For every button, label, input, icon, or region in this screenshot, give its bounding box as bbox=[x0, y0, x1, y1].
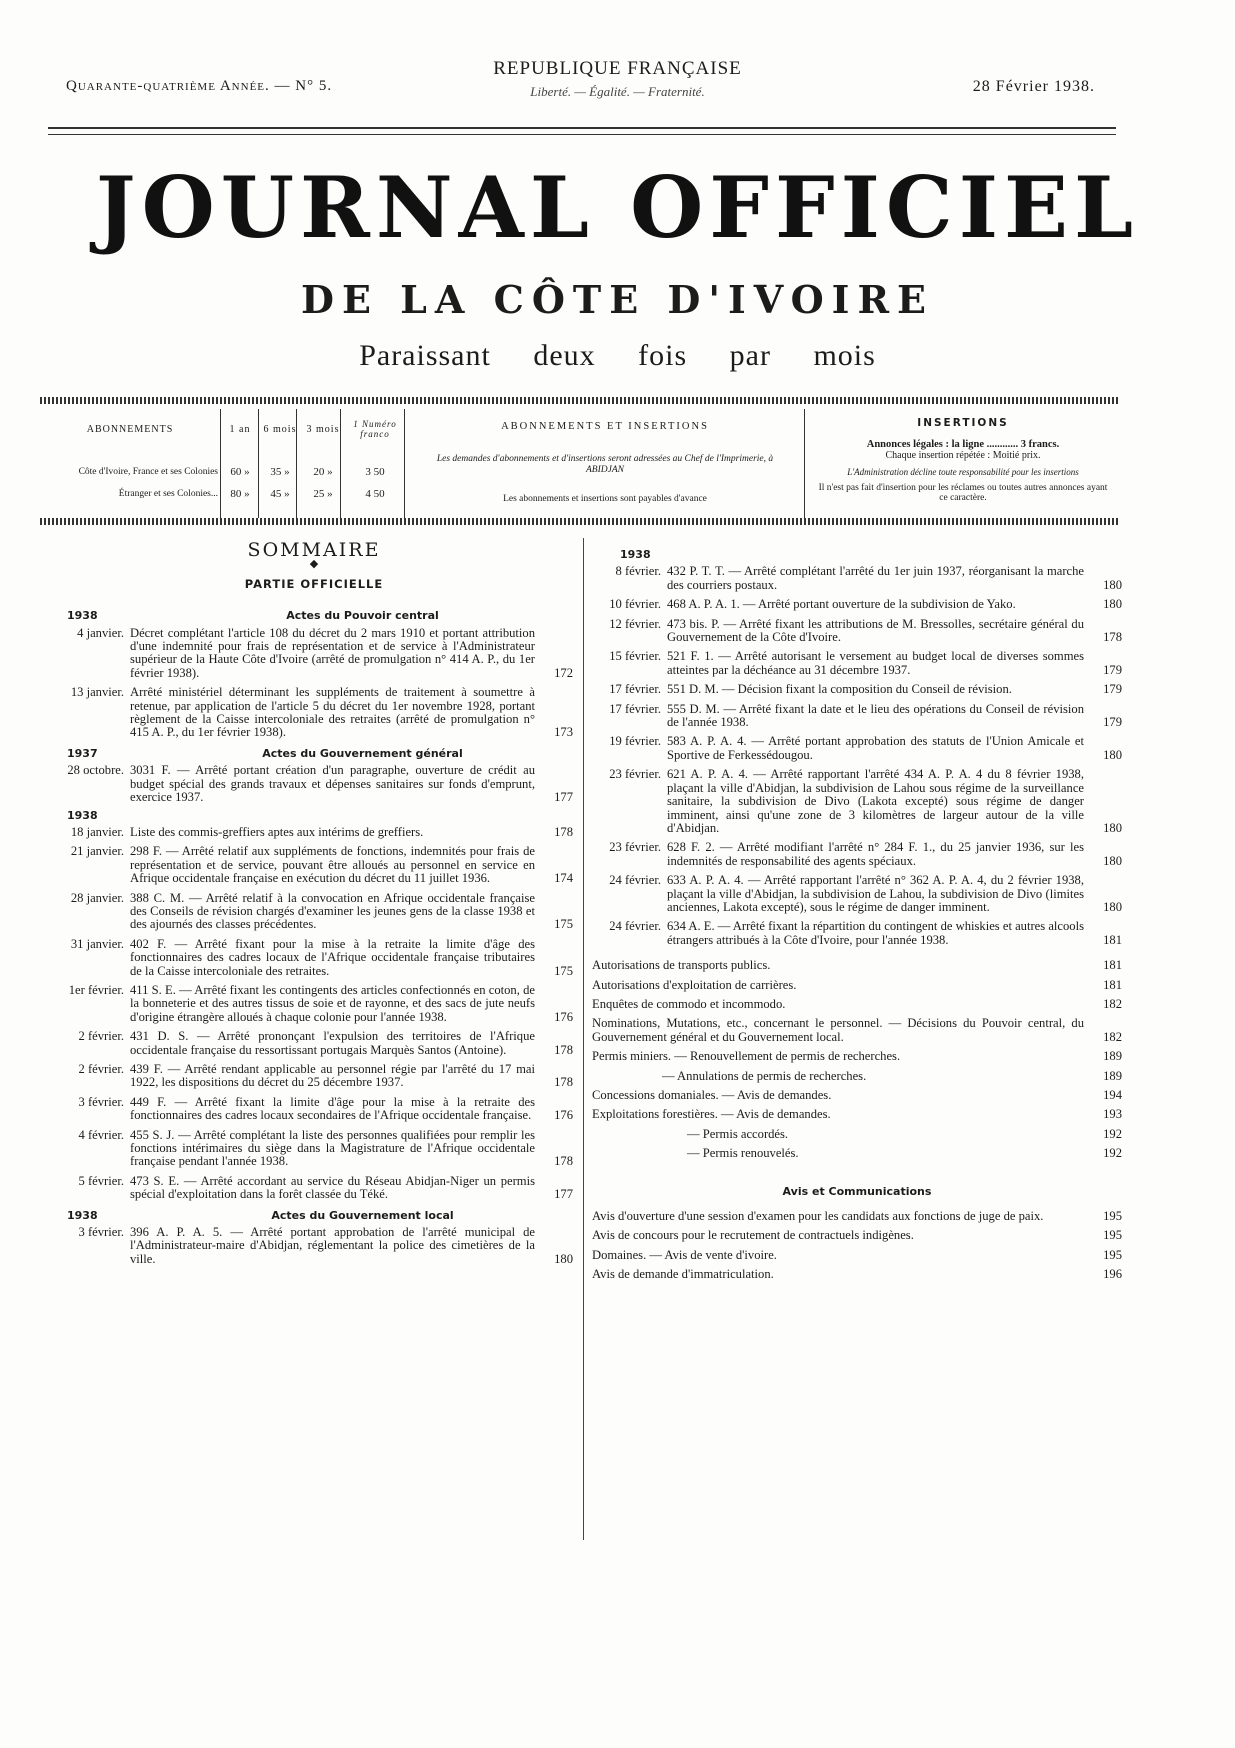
misc-entry bbox=[592, 998, 1122, 1011]
entry-page: 180 bbox=[1103, 853, 1122, 868]
subs-val: 3 50 bbox=[365, 466, 385, 478]
sommaire-entry bbox=[592, 841, 1122, 868]
hatch-rule-top bbox=[40, 397, 1120, 404]
column-divider bbox=[583, 538, 584, 1540]
entry-date: 21 janvier. bbox=[70, 844, 124, 859]
insertions-box bbox=[806, 409, 1120, 503]
entry-date: 8 février. bbox=[615, 564, 661, 579]
avis-entry bbox=[592, 1210, 1122, 1223]
entry-page: 182 bbox=[1103, 1029, 1122, 1044]
misc-entry bbox=[592, 1070, 1122, 1083]
subs-val: 25 » bbox=[313, 488, 333, 500]
entry-page: 172 bbox=[554, 665, 573, 680]
diamond-ornament: ◆ bbox=[309, 558, 319, 571]
subs-val: 4 50 bbox=[365, 488, 385, 500]
entry-page: 178 bbox=[554, 1075, 573, 1090]
entry-page: 178 bbox=[554, 824, 573, 839]
partie-officielle-heading: PARTIE OFFICIELLE bbox=[244, 576, 384, 591]
entry-page: 192 bbox=[1103, 1146, 1122, 1161]
sommaire-entry bbox=[592, 683, 1122, 696]
entry-page: 193 bbox=[1103, 1107, 1122, 1122]
entry-date: 28 octobre. bbox=[67, 763, 124, 778]
group-title: Actes du Gouvernement local bbox=[271, 1208, 454, 1222]
entry-page: 192 bbox=[1103, 1126, 1122, 1141]
sommaire-title: SOMMAIRE bbox=[247, 539, 381, 561]
entry-text: 583 A. P. A. 4. — Arrêté portant approbation des statuts de l'Union Amicale et Sportive de Ferkessédougou. bbox=[667, 734, 1084, 762]
entry-text: Autorisations d'exploitation de carrières. bbox=[592, 977, 797, 992]
avis-entry bbox=[592, 1268, 1122, 1281]
entry-date: 23 février. bbox=[609, 767, 661, 782]
sommaire-entry bbox=[55, 938, 573, 978]
sommaire-entry bbox=[592, 703, 1122, 730]
sommaire-entry bbox=[592, 650, 1122, 677]
entry-page: 196 bbox=[1103, 1267, 1122, 1282]
sommaire-entry bbox=[55, 764, 573, 804]
ins-line-2: Chaque insertion répétée : Moitié prix. bbox=[885, 450, 1041, 461]
subs-col-1: 1 an bbox=[229, 423, 251, 435]
entry-date: 17 février. bbox=[609, 701, 661, 716]
entry-page: 179 bbox=[1103, 682, 1122, 697]
entry-text: 396 A. P. A. 5. — Arrêté portant approbation de l'arrêté municipal de l'Administrateur-maire d'Abidjan, réglementant la police des cimetières de la ville. bbox=[130, 1225, 535, 1266]
entry-text: 439 F. — Arrêté rendant applicable au personnel régie par l'arrêté du 17 mai 1922, les dispositions du décret du 25 décembre 1937. bbox=[130, 1062, 535, 1090]
entry-text: 633 A. P. A. 4. — Arrêté rapportant l'arrêté n° 362 A. P. A. 4, du 2 février 1938, plaçant la ville d'Abidjan, la subdivision de Lahou, la subdivision de Divo (limites anciennes, Lakota excepté), sous le régime de danger imminent. bbox=[667, 873, 1084, 914]
misc-entry bbox=[592, 1089, 1122, 1102]
subscription-table bbox=[40, 409, 404, 505]
entry-text: Exploitations forestières. — Avis de demandes. bbox=[592, 1107, 831, 1122]
entry-page: 177 bbox=[554, 790, 573, 805]
subs-row bbox=[40, 483, 404, 505]
entry-text: 431 D. S. — Arrêté prononçant l'expulsion des territoires de l'Afrique occidentale française du ressortissant portugais Marquès Santos (Antoine). bbox=[130, 1029, 535, 1057]
divider bbox=[220, 409, 221, 518]
entry-page: 181 bbox=[1103, 958, 1122, 973]
subs-val: 60 » bbox=[230, 466, 250, 478]
entry-page: 178 bbox=[554, 1154, 573, 1169]
divider bbox=[258, 409, 259, 518]
subs-row-label: Étranger et ses Colonies... bbox=[118, 489, 218, 499]
entry-text: Liste des commis-greffiers aptes aux intérims de greffiers. bbox=[130, 824, 424, 839]
entry-page: 181 bbox=[1103, 977, 1122, 992]
subs-val: 45 » bbox=[270, 488, 290, 500]
entry-text: 411 S. E. — Arrêté fixant les contingents des articles confectionnés en coton, de la bonneterie et des autres tissus de soie et de rayonne, et des sacs de jute neufs d'origine étrangère alloués à chaque colonie pour l'année 1938. bbox=[130, 982, 535, 1024]
entry-date: 31 janvier. bbox=[70, 936, 124, 951]
entry-page: 174 bbox=[554, 871, 573, 886]
group-year: 1938 bbox=[67, 1208, 98, 1222]
sommaire-entry bbox=[592, 598, 1122, 611]
entry-page: 180 bbox=[1103, 820, 1122, 835]
ins-line-1: Annonces légales : la ligne ............ 3 francs. bbox=[866, 439, 1060, 450]
entry-page: 180 bbox=[1103, 597, 1122, 612]
entry-page: 194 bbox=[1103, 1088, 1122, 1102]
entry-text: 551 D. M. — Décision fixant la composition du Conseil de révision. bbox=[667, 682, 1012, 697]
sommaire-entry bbox=[55, 1175, 573, 1202]
journal-title: JOURNAL OFFICIEL bbox=[95, 158, 1140, 257]
misc-entry bbox=[592, 1147, 1122, 1160]
subs-row bbox=[40, 449, 404, 483]
entry-page: 195 bbox=[1103, 1209, 1122, 1224]
misc-entry bbox=[592, 979, 1122, 992]
group-year: 1938 bbox=[67, 609, 98, 623]
entry-text: 298 F. — Arrêté relatif aux suppléments de fonctions, indemnités pour frais de représentation et de service, pouvant être alloués au personnel en service en Afrique occidentale française en exécution du décret du 11 juillet 1936. bbox=[130, 844, 535, 886]
entry-page: 180 bbox=[1103, 577, 1122, 592]
entry-text: 473 bis. P. — Arrêté fixant les attributions de M. Bressolles, secrétaire général du Gouvernement de la Côte d'Ivoire. bbox=[667, 616, 1084, 645]
sommaire-entry bbox=[55, 627, 573, 681]
entry-page: 179 bbox=[1103, 715, 1122, 730]
entry-page: 176 bbox=[554, 1108, 573, 1123]
misc-entry bbox=[592, 1108, 1122, 1121]
entry-date: 17 février. bbox=[609, 682, 661, 697]
entry-page: 180 bbox=[1103, 899, 1122, 914]
sommaire-entry bbox=[592, 768, 1122, 835]
entry-text: 473 S. E. — Arrêté accordant au service du Réseau Abidjan-Niger un permis spécial d'exploitation dans la forêt classée du Téké. bbox=[130, 1173, 535, 1202]
journal-subtitle: DE LA CÔTE D'IVOIRE bbox=[301, 277, 934, 322]
entry-page: 179 bbox=[1103, 662, 1122, 677]
entry-page: 176 bbox=[554, 1009, 573, 1024]
avis-entry bbox=[592, 1249, 1122, 1262]
entry-page: 175 bbox=[554, 963, 573, 978]
entry-text: Permis miniers. — Renouvellement de permis de recherches. bbox=[592, 1049, 901, 1064]
misc-entry bbox=[592, 1017, 1122, 1044]
journal-tagline: Paraissant deux fois par mois bbox=[359, 339, 876, 372]
sommaire-entry bbox=[592, 735, 1122, 762]
subs-col-2: 6 mois bbox=[263, 423, 297, 435]
misc-entry bbox=[592, 959, 1122, 972]
sommaire-entry bbox=[592, 618, 1122, 645]
entry-date: 28 janvier. bbox=[70, 890, 124, 905]
subs-val: 35 » bbox=[270, 466, 290, 478]
subs-mid-box bbox=[407, 409, 803, 504]
entry-page: 180 bbox=[1103, 747, 1122, 762]
entry-date: 24 février. bbox=[609, 919, 661, 934]
entry-date: 3 février. bbox=[78, 1225, 124, 1240]
entry-text: Avis de demande d'immatriculation. bbox=[592, 1267, 774, 1282]
entry-text: 628 F. 2. — Arrêté modifiant l'arrêté n° 284 F. 1., du 25 janvier 1936, sur les indemnités de responsabilité des agents spéciaux. bbox=[667, 840, 1084, 868]
entry-page: 195 bbox=[1103, 1228, 1122, 1243]
misc-entry bbox=[592, 1050, 1122, 1063]
entry-text: 449 F. — Arrêté fixant la limite d'âge pour la mise à la retraite des fonctionnaires des cadres locaux secondaires de l'Afrique occidentale française. bbox=[130, 1094, 535, 1123]
entry-date: 5 février. bbox=[78, 1173, 124, 1188]
entry-date: 1er février. bbox=[68, 982, 124, 997]
mid-heading: ABONNEMENTS ET INSERTIONS bbox=[501, 421, 709, 432]
group-title: Actes du Gouvernement général bbox=[262, 746, 463, 760]
subs-heading: ABONNEMENTS bbox=[86, 423, 174, 435]
entry-text: 521 F. 1. — Arrêté autorisant le versement au budget local de diverses sommes atteintes par la déchéance au 31 décembre 1937. bbox=[667, 649, 1084, 677]
sommaire-entry bbox=[55, 826, 573, 839]
group-heading bbox=[55, 747, 573, 760]
entry-text: Décret complétant l'article 108 du décret du 2 mars 1910 et portant attribution d'une indemnité pour frais de représentation et de service à l'Administrateur supérieur de la Haute Côte d'Ivoire (arrêté de promulgation n° 414 A. P., du 1er février 1938). bbox=[130, 625, 535, 680]
sommaire-entry bbox=[55, 892, 573, 932]
entry-date: 2 février. bbox=[78, 1062, 124, 1076]
entry-date: 12 février. bbox=[609, 616, 661, 631]
entry-text: — Permis accordés. bbox=[687, 1126, 789, 1141]
group-year: 1938 bbox=[67, 808, 98, 822]
misc-entry bbox=[592, 1128, 1122, 1141]
entry-text: Nominations, Mutations, etc., concernant le personnel. — Décisions du Pouvoir central, du Gouvernement général et du Gouvernement local. bbox=[592, 1016, 1084, 1044]
divider bbox=[296, 409, 297, 518]
sommaire-entry bbox=[55, 984, 573, 1024]
entry-text: Avis d'ouverture d'une session d'examen pour les candidats aux fonctions de juge de paix. bbox=[592, 1209, 1044, 1224]
entry-text: Enquêtes de commodo et incommodo. bbox=[592, 996, 786, 1011]
entry-text: 468 A. P. A. 1. — Arrêté portant ouverture de la subdivision de Yako. bbox=[667, 597, 1016, 612]
entry-text: 432 P. T. T. — Arrêté complétant l'arrêté du 1er juin 1937, réorganisant la marche des courriers postaux. bbox=[667, 564, 1084, 592]
sommaire-entry bbox=[592, 874, 1122, 914]
entry-date: 3 février. bbox=[78, 1094, 124, 1109]
divider bbox=[404, 409, 405, 518]
sommaire-entry bbox=[55, 1129, 573, 1169]
avis-heading: Avis et Communications bbox=[782, 1184, 932, 1198]
entry-date: 18 janvier. bbox=[70, 824, 124, 839]
entry-date: 10 février. bbox=[609, 597, 661, 612]
subs-col-3: 3 mois bbox=[306, 423, 340, 435]
entry-text: 388 C. M. — Arrêté relatif à la convocation en Afrique occidentale française des Conseils de révision chargés d'examiner les jeunes gens de la classe 1938 et des ajournés des classes précédentes. bbox=[130, 890, 535, 932]
divider bbox=[804, 409, 805, 518]
entry-text: 621 A. P. A. 4. — Arrêté rapportant l'arrêté 434 A. P. A. 4 du 8 février 1938, plaçant la ville d'Abidjan, la subdivision de Lahou sous régime de la surveillance sanitaire, la subdivision de Divo (Lakota excepté) sous régime de danger imminent, ainsi qu'une zone de 3 kilomètres de largeur autour de la ville d'Abidjan. bbox=[667, 767, 1084, 835]
entry-date: 15 février. bbox=[609, 649, 661, 664]
group-year: 1937 bbox=[67, 746, 98, 760]
entry-page: 178 bbox=[554, 1042, 573, 1057]
hatch-rule-bottom bbox=[40, 518, 1120, 525]
sommaire-left-column bbox=[55, 540, 573, 1272]
entry-text: — Permis renouvelés. bbox=[687, 1146, 799, 1161]
entry-text: 455 S. J. — Arrêté complétant la liste des personnes qualifiées pour remplir les fonctions intérimaires du siège dans la Magistrature de l'Afrique occidentale française pendant l'année 1938. bbox=[130, 1127, 535, 1169]
entry-date: 24 février. bbox=[609, 873, 661, 888]
sommaire-entry bbox=[55, 686, 573, 740]
ins-line-4: Il n'est pas fait d'insertion pour les réclames ou toutes autres annonces ayant ce caractère. bbox=[818, 483, 1108, 503]
entry-date: 4 février. bbox=[78, 1127, 124, 1142]
entry-text: 3031 F. — Arrêté portant création d'un paragraphe, ouverture de crédit au budget spécial des grands travaux et dépenses sanitaires sur fonds d'emprunt, exercice 1937. bbox=[130, 763, 535, 805]
entry-text: 555 D. M. — Arrêté fixant la date et le lieu des opérations du Conseil de révision de l'année 1938. bbox=[667, 701, 1084, 730]
entry-page: 178 bbox=[1103, 630, 1122, 645]
subs-row-label: Côte d'Ivoire, France et ses Colonies bbox=[78, 467, 218, 477]
top-rule bbox=[48, 127, 1116, 135]
group-heading bbox=[55, 1209, 573, 1222]
entry-page: 182 bbox=[1103, 996, 1122, 1011]
sommaire-right-column bbox=[592, 548, 1122, 1288]
entry-text: — Annulations de permis de recherches. bbox=[662, 1068, 867, 1083]
sommaire-entry bbox=[55, 845, 573, 885]
ins-heading: INSERTIONS bbox=[917, 417, 1009, 429]
sommaire-entry bbox=[55, 1096, 573, 1123]
entry-page: 181 bbox=[1103, 932, 1122, 947]
entry-page: 195 bbox=[1103, 1247, 1122, 1262]
avis-entry bbox=[592, 1229, 1122, 1242]
group-heading bbox=[55, 809, 573, 822]
issue-date: 28 Février 1938. bbox=[972, 78, 1095, 95]
entry-text: Domaines. — Avis de vente d'ivoire. bbox=[592, 1247, 777, 1262]
entry-text: 402 F. — Arrêté fixant pour la mise à la retraite la limite d'âge des fonctionnaires des cadres locaux de l'Afrique occidentale française tributaires de la Caisse intercoloniale des retraites. bbox=[130, 936, 535, 978]
sommaire-entry bbox=[55, 1030, 573, 1057]
mid-text-2: Les abonnements et insertions sont payables d'avance bbox=[503, 494, 707, 504]
subs-col-4: 1 Numéro franco bbox=[353, 419, 397, 439]
entry-text: Arrêté ministériel déterminant les suppléments de traitement à soumettre à retenue, par application de l'article 5 du décret du 1er novembre 1928, portant règlement de la Caisse intercoloniale des retraites (arrêté de promulgation n° 415 A. P., du 1er février 1938). bbox=[130, 685, 535, 740]
sommaire-entry bbox=[55, 1226, 573, 1266]
group-heading bbox=[592, 548, 1122, 561]
entry-text: Autorisations de transports publics. bbox=[592, 958, 771, 973]
subscription-box bbox=[40, 409, 1120, 518]
entry-page: 189 bbox=[1103, 1049, 1122, 1064]
edition-line: Quarante-quatrième Année. — N° 5. bbox=[66, 78, 333, 94]
sommaire-entry bbox=[55, 1063, 573, 1090]
group-title: Actes du Pouvoir central bbox=[286, 609, 439, 623]
entry-page: 173 bbox=[554, 725, 573, 740]
ins-line-3: L'Administration décline toute responsabilité pour les insertions bbox=[847, 467, 1079, 477]
sommaire-entry bbox=[592, 920, 1122, 947]
entry-page: 180 bbox=[554, 1251, 573, 1266]
entry-text: Avis de concours pour le recrutement de contractuels indigènes. bbox=[592, 1228, 914, 1243]
entry-page: 177 bbox=[554, 1187, 573, 1202]
sommaire-entry bbox=[592, 565, 1122, 592]
subs-val: 80 » bbox=[230, 488, 250, 500]
mid-text-1: Les demandes d'abonnements et d'insertions seront adressées au Chef de l'Imprimerie, à ABIDJAN bbox=[436, 454, 774, 475]
subs-val: 20 » bbox=[313, 466, 333, 478]
divider bbox=[340, 409, 341, 518]
entry-text: Concessions domaniales. — Avis de demandes. bbox=[592, 1088, 832, 1102]
entry-date: 23 février. bbox=[609, 840, 661, 855]
entry-date: 19 février. bbox=[609, 734, 661, 749]
republic-title: REPUBLIQUE FRANÇAISE bbox=[493, 58, 742, 79]
entry-page: 175 bbox=[554, 917, 573, 932]
entry-page: 189 bbox=[1103, 1068, 1122, 1083]
entry-date: 13 janvier. bbox=[70, 685, 124, 700]
entry-date: 2 février. bbox=[78, 1029, 124, 1044]
motto: Liberté. — Égalité. — Fraternité. bbox=[530, 84, 705, 99]
group-heading bbox=[55, 609, 573, 622]
entry-text: 634 A. E. — Arrêté fixant la répartition du contingent de whiskies et autres alcools étrangers attribués à la Côte d'Ivoire, pour l'année 1938. bbox=[667, 919, 1084, 947]
entry-date: 4 janvier. bbox=[77, 625, 124, 640]
group-year: 1938 bbox=[620, 548, 651, 561]
